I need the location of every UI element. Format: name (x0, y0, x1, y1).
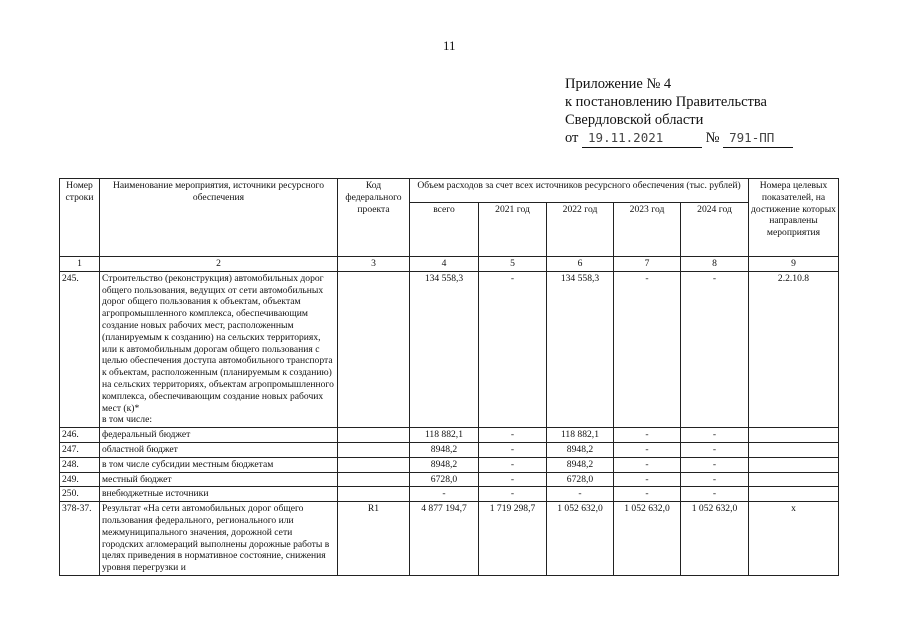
row-2021: - (479, 442, 547, 457)
row-targets (749, 472, 839, 487)
column-number: 5 (479, 257, 547, 272)
row-code (338, 271, 410, 427)
row-2021: 1 719 298,7 (479, 502, 547, 576)
appendix-heading (565, 75, 793, 148)
table-row (60, 487, 839, 502)
header-project-code: Код федерального проекта (338, 179, 410, 257)
row-2023: - (614, 428, 681, 443)
column-number: 6 (547, 257, 614, 272)
row-2023: - (614, 487, 681, 502)
row-2021: - (479, 457, 547, 472)
row-total: 8948,2 (410, 442, 479, 457)
row-targets (749, 487, 839, 502)
row-name: в том числе субсидии местным бюджетам (100, 457, 338, 472)
row-code (338, 428, 410, 443)
row-2024: - (681, 472, 749, 487)
appendix-decree: к постановлению Правительства (565, 94, 767, 110)
row-total: 4 877 194,7 (410, 502, 479, 576)
header-row-number: Номер строки (60, 179, 100, 257)
page-number: 11 (443, 38, 456, 53)
row-2024: - (681, 457, 749, 472)
row-code (338, 487, 410, 502)
row-2021: - (479, 428, 547, 443)
number-label: № (705, 130, 720, 146)
from-label: от (565, 130, 579, 146)
table-row (60, 502, 839, 576)
header-targets: Номера целевых показателей, на достижение которых направлены мероприятия (749, 179, 839, 257)
row-number: 248. (60, 457, 100, 472)
row-name (100, 271, 338, 427)
row-name: Результат «На сети автомобильных дорог общего пользования федерального, регионального или межмуниципального значения, дорожной сети городских агломераций выполнены дорожные работы в целях приведения в нормативное состояние, снижения уровня перегрузки и (100, 502, 338, 576)
appendix-region: Свердловской области (565, 112, 704, 128)
row-total: - (410, 487, 479, 502)
row-2023: - (614, 442, 681, 457)
row-2024: - (681, 487, 749, 502)
column-number: 7 (614, 257, 681, 272)
row-name: местный бюджет (100, 472, 338, 487)
row-2021: - (479, 271, 547, 427)
row-2021: - (479, 487, 547, 502)
table-row (60, 457, 839, 472)
row-total: 6728,0 (410, 472, 479, 487)
row-2022: 134 558,3 (547, 271, 614, 427)
row-2022: 6728,0 (547, 472, 614, 487)
row-name: федеральный бюджет (100, 428, 338, 443)
row-2022: 8948,2 (547, 457, 614, 472)
row-2024: 1 052 632,0 (681, 502, 749, 576)
header-total: всего (410, 203, 479, 257)
row-code (338, 472, 410, 487)
row-name-text: Строительство (реконструкция) автомобильных дорог общего пользования, ведущих от сети автомобильных дорог общего пользования к объектам, объектам агропромышленного комплекса, обеспечивающим создание новых рабочих мест, расположенным (планируемым к созданию) на сельских территориях, или к автомобильным дорогам общего пользования с целью обеспечения доступа автомобильного транспорта к объектам, расположенным (планируемым к созданию) на сельских территориях, объектам агропромышленного комплекса, обеспечивающим создание новых рабочих мест (к)* (102, 272, 334, 414)
row-2023: - (614, 457, 681, 472)
column-number: 9 (749, 257, 839, 272)
row-code (338, 457, 410, 472)
row-total: 118 882,1 (410, 428, 479, 443)
decree-number: 791-ПП (723, 129, 793, 148)
appendix-date-line (565, 129, 793, 148)
row-2022: 8948,2 (547, 442, 614, 457)
column-number: 2 (100, 257, 338, 272)
decree-date: 19.11.2021 (582, 129, 702, 148)
row-code: R1 (338, 502, 410, 576)
row-name: областной бюджет (100, 442, 338, 457)
row-2024: - (681, 442, 749, 457)
table-row (60, 271, 839, 427)
row-name: внебюджетные источники (100, 487, 338, 502)
row-2023: 1 052 632,0 (614, 502, 681, 576)
row-code (338, 442, 410, 457)
row-name-subtext: в том числе: (102, 414, 153, 426)
row-total: 134 558,3 (410, 271, 479, 427)
column-number: 8 (681, 257, 749, 272)
column-number: 1 (60, 257, 100, 272)
row-targets (749, 442, 839, 457)
header-2022: 2022 год (547, 203, 614, 257)
resource-table (59, 178, 839, 576)
header-2023: 2023 год (614, 203, 681, 257)
table-row (60, 472, 839, 487)
row-number: 245. (60, 271, 100, 427)
row-number: 250. (60, 487, 100, 502)
row-2024: - (681, 271, 749, 427)
column-number: 4 (410, 257, 479, 272)
row-2021: - (479, 472, 547, 487)
row-2022: 1 052 632,0 (547, 502, 614, 576)
header-volume: Объем расходов за счет всех источников ресурсного обеспечения (тыс. рублей) (410, 179, 749, 203)
row-total: 8948,2 (410, 457, 479, 472)
row-targets: 2.2.10.8 (749, 271, 839, 427)
column-number: 3 (338, 257, 410, 272)
row-number: 247. (60, 442, 100, 457)
row-targets (749, 428, 839, 443)
table-row (60, 428, 839, 443)
row-targets (749, 457, 839, 472)
appendix-title: Приложение № 4 (565, 76, 672, 92)
row-targets: х (749, 502, 839, 576)
row-2023: - (614, 472, 681, 487)
row-2022: 118 882,1 (547, 428, 614, 443)
row-2023: - (614, 271, 681, 427)
row-number: 378-37. (60, 502, 100, 576)
row-2022: - (547, 487, 614, 502)
row-2024: - (681, 428, 749, 443)
header-2021: 2021 год (479, 203, 547, 257)
row-number: 249. (60, 472, 100, 487)
column-numbers-row (60, 257, 839, 272)
table-row (60, 442, 839, 457)
header-2024: 2024 год (681, 203, 749, 257)
header-activity-name: Наименование мероприятия, источники ресурсного обеспечения (100, 179, 338, 257)
row-number: 246. (60, 428, 100, 443)
